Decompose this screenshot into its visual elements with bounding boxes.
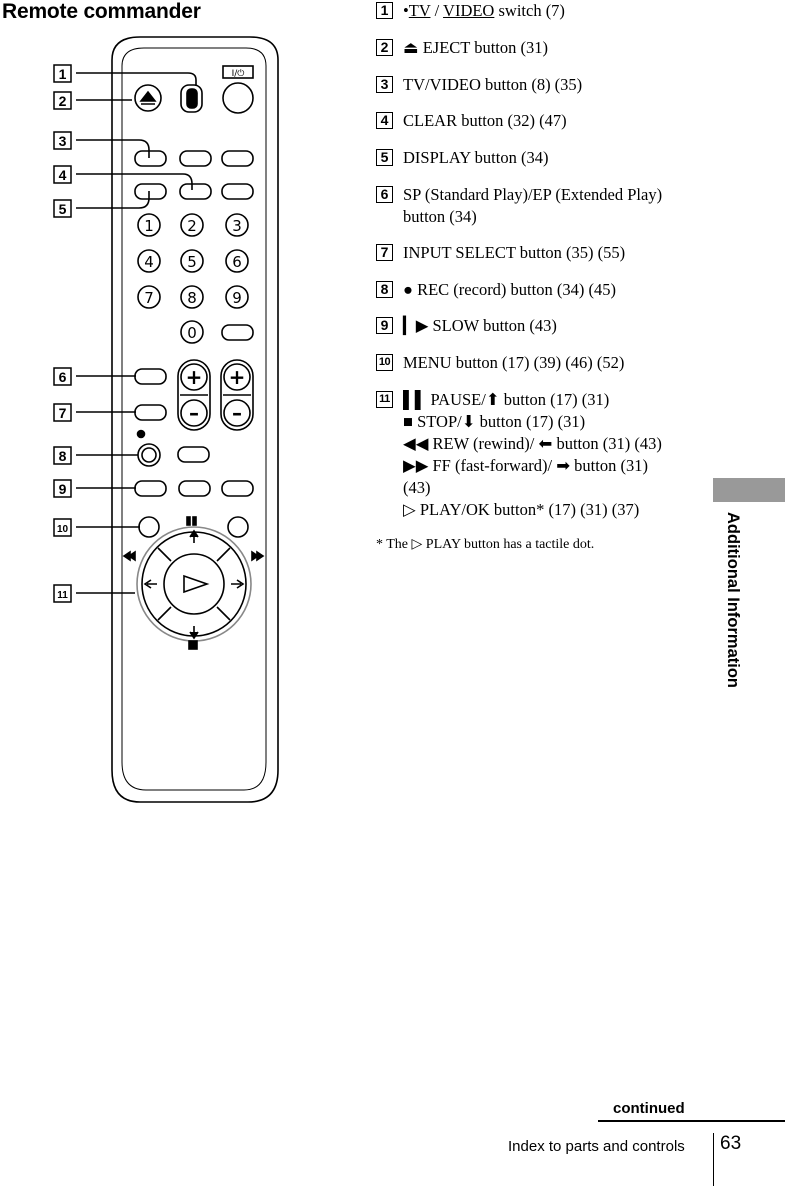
section-tab — [713, 478, 785, 502]
callout-5 — [54, 200, 71, 217]
svg-text:4: 4 — [58, 167, 67, 183]
continued-label: continued — [613, 1100, 685, 1117]
callout-11 — [54, 585, 71, 602]
svg-text:9: 9 — [58, 481, 67, 497]
minus-ch: – — [189, 401, 199, 425]
key-3: 3 — [232, 217, 242, 235]
svg-text:7: 7 — [58, 405, 67, 421]
power-button — [223, 83, 253, 113]
side-section-label: Additional Information — [724, 512, 742, 688]
svg-text:8: 8 — [58, 448, 67, 464]
minus-vol: – — [232, 401, 242, 425]
callout-4 — [54, 166, 71, 183]
key-0: 0 — [187, 324, 197, 342]
key-6: 6 — [232, 253, 242, 271]
key-7: 7 — [144, 289, 154, 307]
plus-ch: + — [185, 365, 203, 389]
plus-vol: + — [228, 365, 246, 389]
eject-icon — [141, 92, 155, 104]
key-4: 4 — [144, 253, 154, 271]
section-title: Remote commander — [2, 0, 201, 23]
footer-section-name: Index to parts and controls — [508, 1138, 685, 1155]
callout-3 — [54, 132, 71, 149]
key-8: 8 — [187, 289, 197, 307]
key-5: 5 — [187, 253, 197, 271]
footnote: * The ▷ PLAY button has a tactile dot. — [376, 537, 595, 552]
input-select-button — [135, 405, 166, 420]
menu-button — [139, 517, 159, 537]
callout-10 — [54, 519, 71, 536]
svg-text:5: 5 — [58, 201, 67, 217]
key-2: 2 — [187, 217, 197, 235]
page-number: 63 — [720, 1133, 742, 1154]
callout-9 — [54, 480, 71, 497]
play-ok-button — [164, 554, 224, 614]
svg-text:3: 3 — [58, 133, 67, 149]
callout-1 — [54, 65, 71, 82]
sp-ep-button — [135, 369, 166, 384]
clear-button — [180, 184, 211, 199]
item-number: 1 — [376, 2, 393, 19]
callout-6 — [54, 368, 71, 385]
svg-text:2: 2 — [58, 93, 67, 109]
nav-ring — [142, 532, 246, 636]
slow-button — [135, 481, 166, 496]
svg-text:11: 11 — [57, 590, 68, 601]
callout-2 — [54, 92, 71, 109]
callout-7 — [54, 404, 71, 421]
svg-text:10: 10 — [56, 524, 69, 535]
tv-video-button — [135, 151, 166, 166]
footer-divider — [713, 1133, 714, 1186]
power-label: I/⏻ — [231, 69, 245, 79]
remote-illustration — [0, 30, 370, 820]
callout-8 — [54, 447, 71, 464]
svg-text:6: 6 — [58, 369, 67, 385]
display-button — [135, 184, 166, 199]
svg-text:1: 1 — [58, 66, 67, 82]
footer-rule — [598, 1120, 785, 1122]
key-1: 1 — [144, 217, 154, 235]
key-9: 9 — [232, 289, 242, 307]
